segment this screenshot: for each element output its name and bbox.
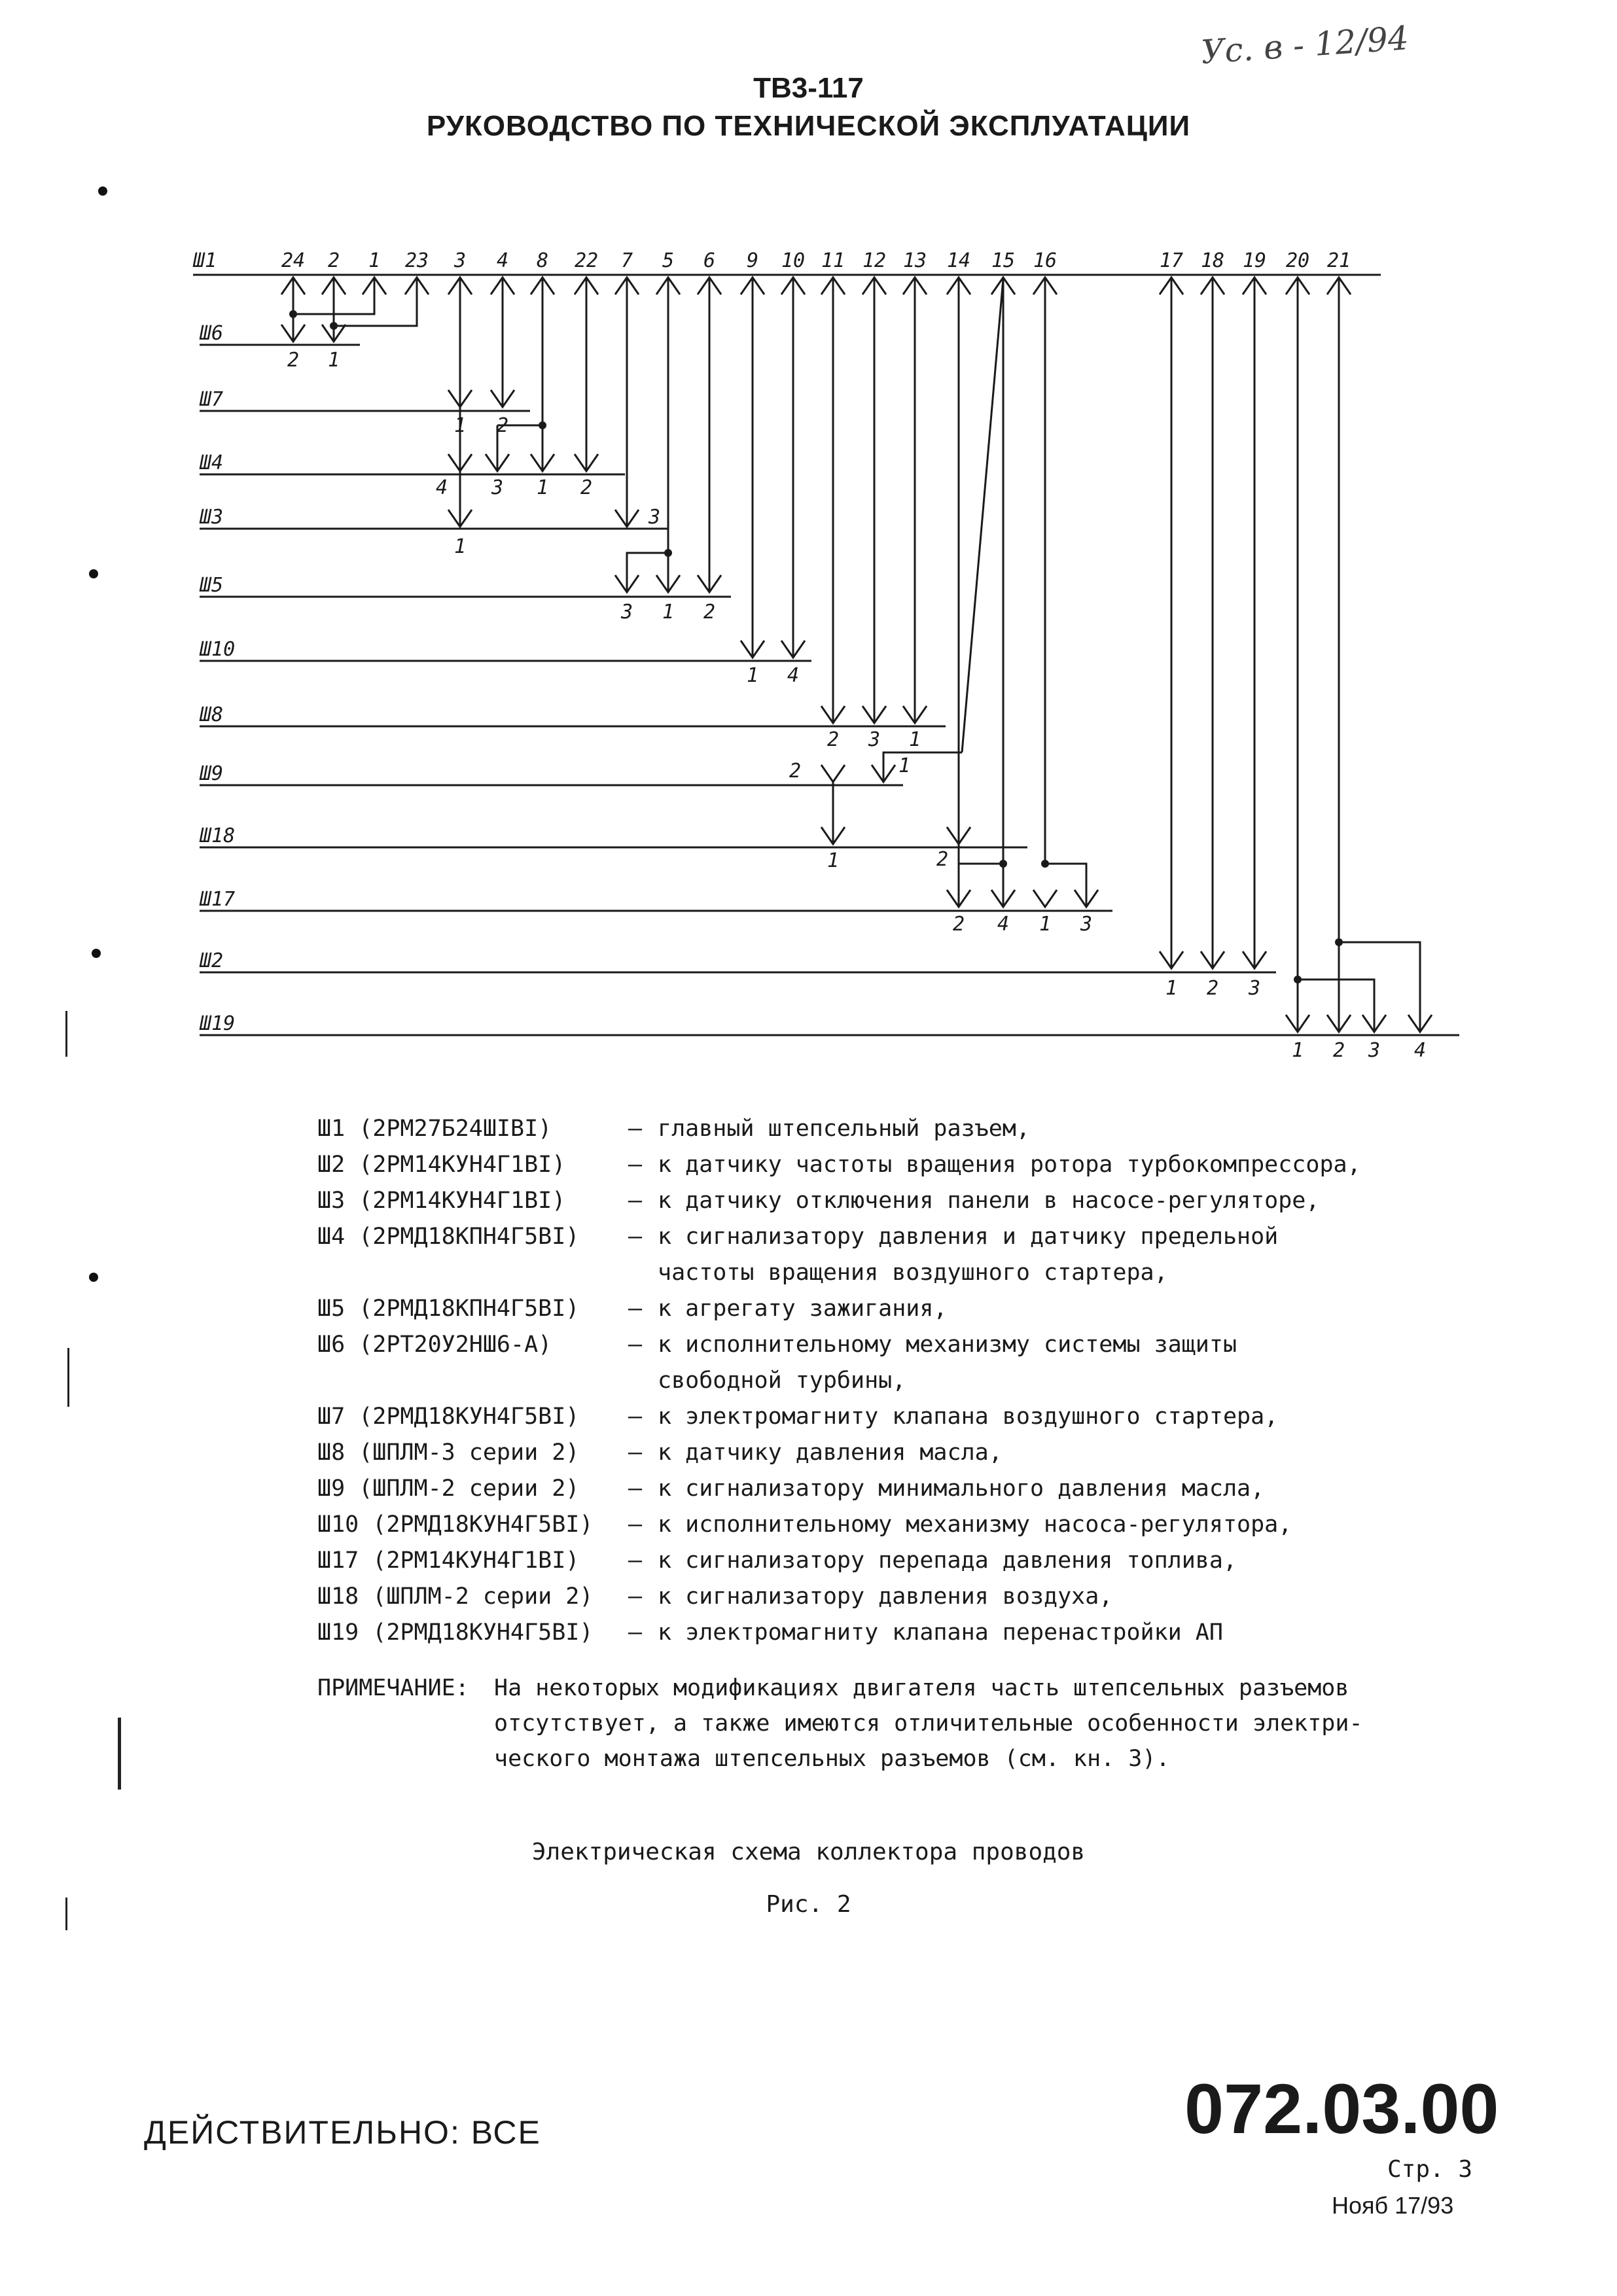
bus-pin-label: 1 (536, 476, 549, 499)
bus-pin-label: 2 (1206, 977, 1219, 1000)
legend-row (317, 1511, 1292, 1538)
wire (1045, 864, 1086, 907)
sh1-pin-label: 6 (703, 249, 716, 272)
legend-description: к датчику частоты вращения ротора турбокомпрессора, (658, 1152, 1361, 1178)
legend-dash: – (628, 1619, 643, 1646)
bus-pin-label: 1 (453, 535, 467, 558)
legend-row (317, 1116, 1030, 1142)
connector-label: Ш18 (200, 824, 236, 847)
legend-connector-code: Ш6 (2РТ20У2НШ6-А) (317, 1332, 552, 1358)
connector-label: Ш17 (200, 888, 236, 911)
bus-pin-label: 2 (287, 349, 300, 372)
note-line-1: На некоторых модификациях двигателя часть штепсельных разъемов (494, 1675, 1349, 1701)
note-line-2: отсутствует, а также имеются отличительные особенности электри- (494, 1710, 1363, 1737)
wire (962, 279, 1003, 752)
legend-row (317, 1188, 1319, 1214)
connector-label: Ш6 (200, 322, 224, 345)
sh1-pin-label: 24 (281, 249, 306, 272)
legend-row (317, 1439, 1003, 1466)
sh1-pin-label: 18 (1200, 249, 1225, 272)
sh1-pin-label: 12 (862, 249, 887, 272)
legend-description: к агрегату зажигания, (658, 1296, 948, 1322)
bus-pin-label: 2 (826, 728, 840, 751)
wire (1339, 942, 1420, 962)
legend-row (317, 1619, 1223, 1646)
sh1-pin-label: 17 (1159, 249, 1184, 272)
legend-dash: – (628, 1188, 643, 1214)
legend-connector-code: Ш18 (ШПЛМ-2 серии 2) (317, 1583, 594, 1610)
validity-statement: ДЕЙСТВИТЕЛЬНО: ВСЕ (144, 2114, 541, 2151)
bus-pin-label: 4 (435, 476, 448, 499)
connector-label: Ш8 (200, 703, 224, 726)
bus-pin-label: 1 (662, 601, 675, 624)
legend-dash: – (628, 1547, 643, 1574)
legend-row (317, 1152, 1361, 1178)
sh1-pin-label: 21 (1326, 249, 1351, 272)
sh1-pin-label: 23 (404, 249, 429, 272)
legend-description: к исполнительному механизму системы защиты (658, 1332, 1237, 1358)
page-number: Стр. 3 (1387, 2156, 1473, 2183)
legend-dash: – (628, 1152, 643, 1178)
legend-description: к сигнализатору давления и датчику предельной (658, 1224, 1279, 1250)
legend-connector-code: Ш4 (2РМД18КПН4Г5ВI) (317, 1224, 580, 1250)
legend-row (317, 1547, 1237, 1574)
connector-label-sh1: Ш1 (193, 249, 217, 272)
legend-dash: – (628, 1511, 643, 1538)
bus-pin-label: 1 (826, 849, 840, 872)
bus-pin-label: 3 (1080, 913, 1093, 936)
margin-mark (67, 1348, 69, 1407)
sh1-pin-label: 20 (1285, 249, 1310, 272)
margin-mark (118, 1718, 121, 1790)
legend-row (317, 1404, 1278, 1430)
connector-label: Ш3 (200, 506, 224, 529)
legend-dash: – (628, 1404, 643, 1430)
bus-pin-label: 1 (1039, 913, 1052, 936)
legend-row (317, 1296, 948, 1322)
legend-dash: – (628, 1439, 643, 1466)
legend-dash: – (628, 1296, 643, 1322)
bus-pin-label: 3 (1248, 977, 1261, 1000)
legend-dash: – (628, 1475, 643, 1502)
legend-connector-code: Ш5 (2РМД18КПН4Г5ВI) (317, 1296, 580, 1322)
bus-pin-label: 2 (952, 913, 965, 936)
legend-connector-code: Ш17 (2РМ14КУН4Г1ВI) (317, 1547, 580, 1574)
legend-connector-code: Ш19 (2РМД18КУН4Г5ВI) (317, 1619, 594, 1646)
document-subtitle: РУКОВОДСТВО ПО ТЕХНИЧЕСКОЙ ЭКСПЛУАТАЦИИ (426, 110, 1191, 142)
bus-pin-label: 4 (787, 664, 800, 687)
legend-description: к сигнализатору давления воздуха, (658, 1583, 1113, 1610)
legend-description: к исполнительному механизму насоса-регулятора, (658, 1511, 1292, 1538)
legend-dash: – (628, 1583, 643, 1610)
revision-date: Нояб 17/93 (1332, 2192, 1454, 2219)
bus-pin-label: 2 (703, 601, 716, 624)
sh1-pin-label: 3 (453, 249, 467, 272)
margin-bullet (89, 1273, 98, 1282)
legend-connector-code: Ш3 (2РМ14КУН4Г1ВI) (317, 1188, 566, 1214)
legend-description: к электромагниту клапана перенастройки АП (658, 1619, 1223, 1646)
legend-connector-code: Ш10 (2РМД18КУН4Г5ВI) (317, 1511, 594, 1538)
sh1-pin-label: 8 (536, 249, 549, 272)
bus-pin-label: 1 (453, 414, 467, 437)
connector-label: Ш10 (200, 638, 236, 661)
legend-description: к датчику отключения панели в насосе-регуляторе, (658, 1188, 1320, 1214)
bus-pin-label: 1 (908, 728, 921, 751)
bus-pin-label: 1 (746, 664, 759, 687)
legend-row (317, 1224, 1278, 1250)
legend-dash: – (628, 1332, 643, 1358)
bus-pin-label: 2 (789, 760, 802, 783)
legend-dash: – (628, 1224, 643, 1250)
bus-pin-label: 2 (580, 476, 593, 499)
handwritten-note: Ус. в - 12/94 (1199, 18, 1410, 72)
socket-fork (1033, 890, 1057, 907)
note-line-3: ческого монтажа штепсельных разъемов (см. кн. 3). (494, 1746, 1170, 1772)
legend-description: к сигнализатору минимального давления масла, (658, 1475, 1265, 1502)
legend-connector-code: Ш2 (2РМ14КУН4Г1ВI) (317, 1152, 566, 1178)
wire (627, 553, 668, 592)
legend-description: к датчику давления масла, (658, 1439, 1003, 1466)
sh1-pin-label: 22 (574, 249, 599, 272)
legend-connector-code: Ш9 (ШПЛМ-2 серии 2) (317, 1475, 580, 1502)
sh1-pin-label: 1 (368, 249, 381, 272)
figure-caption: Электрическая схема коллектора проводов (531, 1839, 1086, 1865)
bus-pin-label: 2 (936, 848, 949, 871)
connector-label: Ш19 (200, 1012, 236, 1035)
socket-fork (821, 765, 845, 782)
legend-row (317, 1475, 1264, 1502)
sh1-pin-label: 15 (991, 249, 1016, 272)
connector-label: Ш2 (200, 949, 224, 972)
connector-label: Ш7 (200, 388, 224, 411)
sh1-pin-label: 7 (620, 249, 633, 272)
sh1-pin-label: 2 (327, 249, 340, 272)
legend-row (317, 1583, 1112, 1610)
sh1-pin-label: 9 (746, 249, 759, 272)
connector-label: Ш5 (200, 574, 224, 597)
legend-description-continued: частоты вращения воздушного стартера, (658, 1260, 1168, 1286)
bus-pin-label: 3 (1368, 1039, 1381, 1062)
sh1-pin-label: 11 (821, 249, 845, 272)
connector-label: Ш9 (200, 762, 224, 785)
bus-pin-label: 1 (327, 349, 340, 372)
legend-description: к электромагниту клапана воздушного стартера, (658, 1404, 1279, 1430)
bus-pin-label: 1 (898, 754, 911, 777)
connector-label: Ш4 (200, 451, 224, 474)
wire (883, 752, 962, 782)
sh1-pin-label: 4 (496, 249, 509, 272)
sh1-pin-label: 16 (1033, 249, 1057, 272)
legend-row (317, 1332, 1237, 1358)
bus-pin-label: 4 (997, 913, 1010, 936)
bus-pin-label: 3 (868, 728, 881, 751)
legend-description: главный штепсельный разъем, (658, 1116, 1030, 1142)
legend-connector-code: Ш1 (2РМ27Б24ШIВI) (317, 1116, 552, 1142)
bus-pin-label: 4 (1413, 1039, 1427, 1062)
document-title: ТВ3-117 (753, 72, 864, 104)
figure-number: Рис. 2 (766, 1891, 851, 1918)
bus-pin-label: 3 (620, 601, 633, 624)
legend-dash: – (628, 1116, 643, 1142)
bus-pin-label: 1 (1165, 977, 1178, 1000)
sh1-pin-label: 19 (1242, 249, 1267, 272)
note-label: ПРИМЕЧАНИЕ: (317, 1675, 469, 1701)
sh1-pin-label: 10 (781, 249, 806, 272)
wiring-diagram (0, 0, 1617, 1112)
sh1-pin-label: 14 (946, 249, 971, 272)
sh1-pin-label: 5 (662, 249, 675, 272)
legend-description-continued: свободной турбины, (658, 1368, 906, 1394)
bus-pin-label: 1 (1291, 1039, 1304, 1062)
bus-pin-label: 3 (491, 476, 504, 499)
bus-pin-label: 3 (648, 506, 661, 529)
wire (1298, 980, 1374, 1032)
sh1-pin-label: 13 (902, 249, 927, 272)
document-number: 072.03.00 (1184, 2069, 1499, 2148)
bus-pin-label: 2 (496, 414, 509, 437)
legend-connector-code: Ш7 (2РМД18КУН4Г5ВI) (317, 1404, 580, 1430)
legend-connector-code: Ш8 (ШПЛМ-3 серии 2) (317, 1439, 580, 1466)
legend-description: к сигнализатору перепада давления топлива, (658, 1547, 1237, 1574)
bus-pin-label: 2 (1332, 1039, 1345, 1062)
